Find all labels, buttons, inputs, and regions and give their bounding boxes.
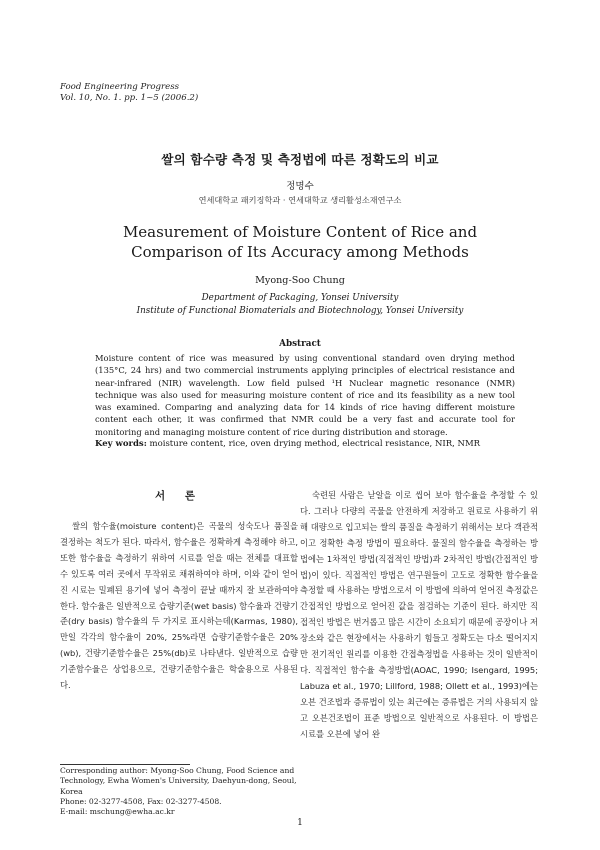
abstract-heading: Abstract bbox=[279, 339, 321, 349]
english-affiliations bbox=[0, 292, 600, 318]
journal-volume: Vol. 10, No. 1. pp. 1~5 (2006.2) bbox=[60, 93, 199, 103]
korean-affiliation: 연세대학교 패키징학과 · 연세대학교 생리활성소재연구소 bbox=[198, 195, 402, 205]
footnote-email-line: E-mail: mschung@ewha.ac.kr bbox=[60, 807, 175, 817]
keywords-label: Key words: bbox=[95, 439, 147, 449]
english-affiliation-2: Institute of Functional Biomaterials and Biotechnology, Yonsei University bbox=[136, 306, 464, 316]
keywords-line bbox=[95, 438, 515, 450]
english-title: Measurement of Moisture Content of Rice and Comparison of Its Accuracy among Methods bbox=[122, 223, 478, 261]
footnote-rule bbox=[60, 764, 190, 765]
footnote bbox=[60, 766, 300, 817]
body-paragraph: 쌀의 함수율(moisture content)은 곡물의 성숙도나 품질을 결정하는 척도가 된다. 따라서, 함수율은 정확하게 측정해야 하고, 또한 함수율을 측정하기 위하여 시료를 얻을 때는 전체를 대표할 수 있도록 여러 곳에서 무작위로 채취하여야 하며, 이와 같이 얻어진 시료는 밀폐된 용기에 넣어 측정이 끝날 때까지 잘 보관하여야 한다. 함수율은 일반적으로 습량기준(wet basis) 함수율과 건량기준(dry basis) 함수율의 두 가지로 표시하는데(Karmas, 1980), 만일 각각의 함수율이 20%, 25%라면 습량기준함수율은 20%(wb), 건량기준함수율은 25%(db)로 나타낸다. 일반적으로 습량기준함수율은 상업용으로, 건량기준함수율은 학술용으로 사용된다. bbox=[60, 521, 298, 691]
korean-title: 쌀의 함수량 측정 및 측정법에 따른 정확도의 비교 bbox=[161, 152, 439, 167]
journal-header bbox=[60, 82, 198, 104]
korean-author: 정명수 bbox=[286, 181, 314, 192]
body-column-right bbox=[300, 488, 538, 743]
keywords-value: moisture content, rice, oven drying method, electrical resistance, NIR, NMR bbox=[149, 439, 481, 449]
english-author: Myong-Soo Chung bbox=[255, 275, 345, 286]
journal-name: Food Engineering Progress bbox=[60, 82, 180, 92]
body-paragraph: 숙련된 사람은 낟알을 이로 씹어 보아 함수율을 추정할 수 있다. 그러나 다량의 곡물을 안전하게 저장하고 원료로 사용하기 위해 대량으로 입고되는 쌀의 품질을 측정하기 위해서는 보다 객관적이고 정확한 측정 방법이 필요하다. 물질의 함수율을 측정하는 방법에는 1차적인 방법(직접적인 방법)과 2차적인 방법(간접적인 방법)이 있다. 직접적인 방법은 연구원들이 고도로 정확한 함수율을 측정할 때 사용하는 방법으로서 이 방법에 의하여 얻어진 측정값은 간접적인 방법으로 얻어진 값을 점검하는 기준이 된다. 하지만 직접적인 방법은 번거롭고 많은 시간이 소요되기 때문에 공장이나 저장소와 같은 현장에서는 사용하기 힘들고 정확도는 다소 떨어지지만 전기적인 원리를 이용한 간접측정법을 사용하는 것이 일반적이다. 직접적인 함수율 측정방법(AOAC, 1990; Isengard, 1995; Labuza et al., 1970; Lillford, 1988; Ollett et al., 1993)에는 오븐 건조법과 증류법이 있는 최근에는 증류법은 거의 사용되지 않고 오븐건조법이 표준 방법으로 일반적으로 사용된다. 이 방법은 시료를 오븐에 넣어 완 bbox=[300, 490, 538, 739]
body-column-left bbox=[60, 519, 298, 694]
footnote-phone-line: Phone: 02-3277-4508, Fax: 02-3277-4508. bbox=[60, 796, 222, 806]
abstract-text: Moisture content of rice was measured by using conventional standard oven drying method (135°C, 24 hrs) and two commercial instruments applying principles of electrical resistance and near-infrared (NIR) wavelength. Low field pulsed ¹H Nuclear magnetic resonance (NMR) technique was also used for measuring moisture content of rice and its feasibility as a new tool was examined. Comparing and analyzing data for 14 kinds of rice having different moisture content each other, it was confirmed that NMR could be a very fast and accurate tool for monitoring and managing moisture content of rice during distribution and storage. bbox=[95, 353, 515, 437]
section-heading-introduction: 서 론 bbox=[155, 490, 203, 502]
page-number: 1 bbox=[297, 818, 303, 828]
english-affiliation-1: Department of Packaging, Yonsei University bbox=[201, 293, 399, 303]
footnote-author-line: Corresponding author: Myong-Soo Chung, Food Science and Technology, Ewha Women's University, Daehyun-dong, Seoul, Korea bbox=[60, 766, 297, 796]
